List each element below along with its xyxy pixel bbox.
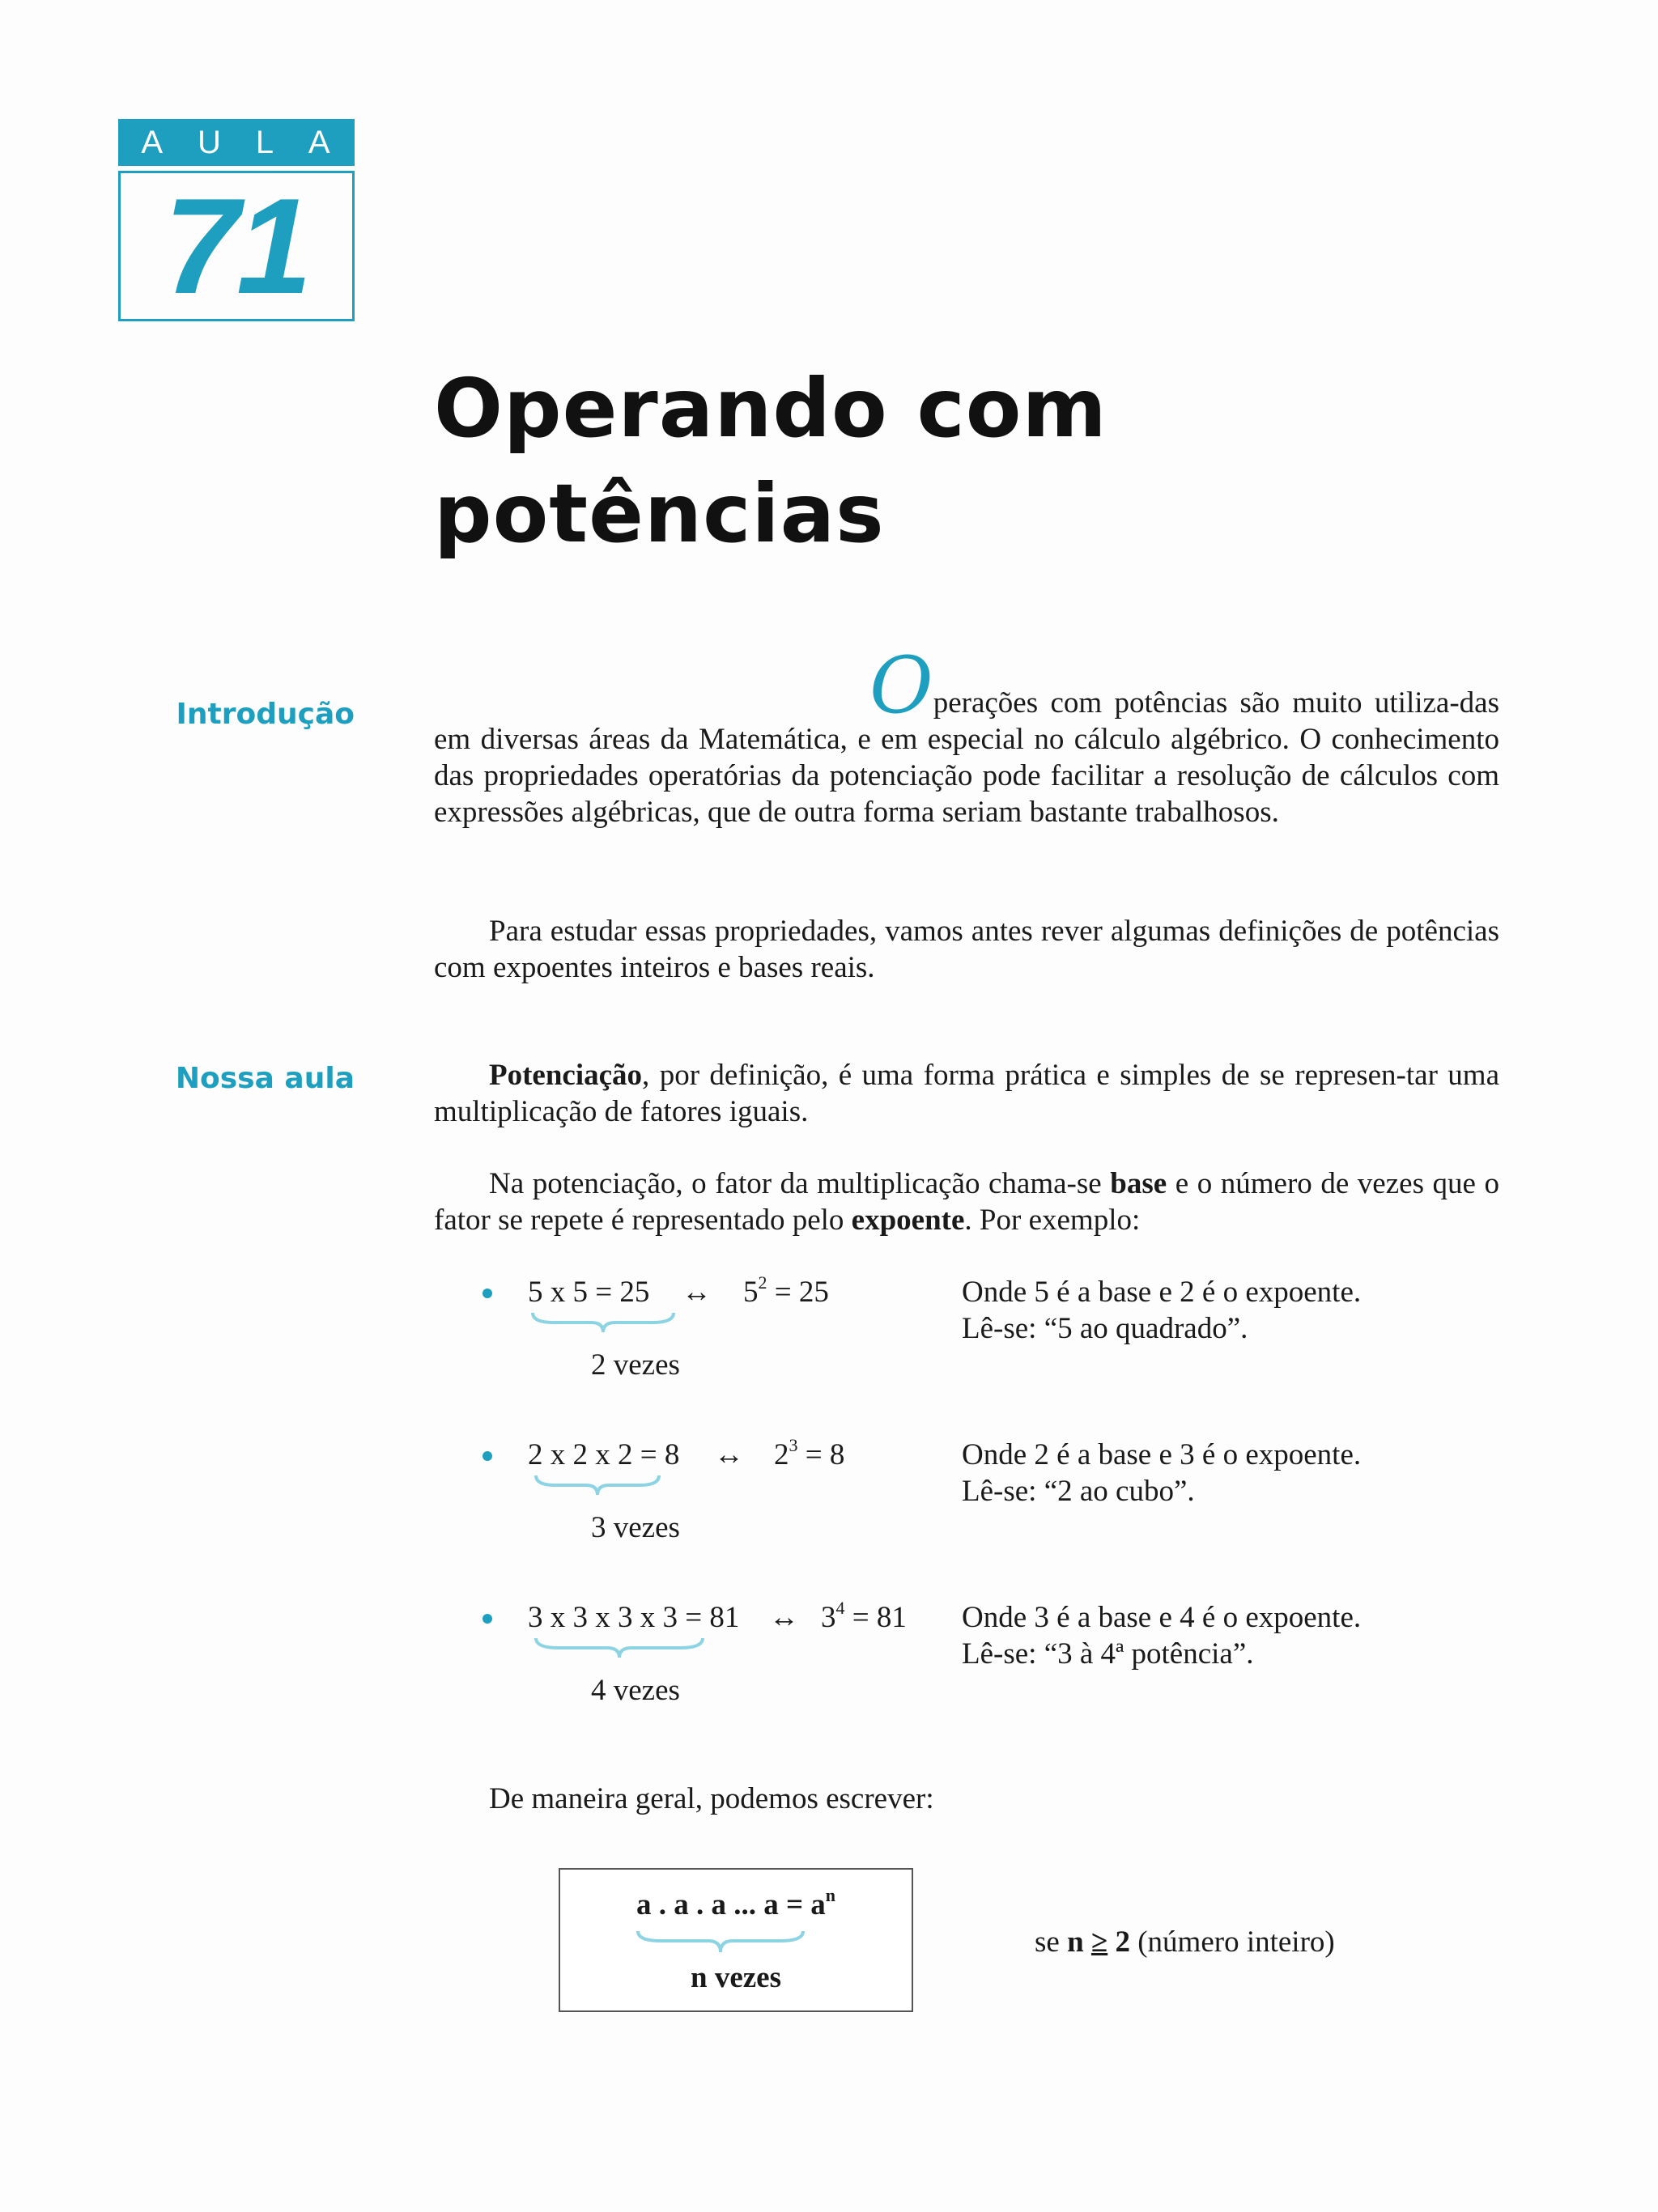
bullet-icon	[483, 1614, 492, 1624]
example-note-line-2: Lê-se: “3 à 4ª potência”.	[962, 1637, 1254, 1671]
condition-variable: n	[1067, 1925, 1091, 1959]
section-label-nossa-aula: Nossa aula	[175, 1062, 355, 1095]
title-line-1: Operando com	[434, 361, 1107, 456]
aula-letter: L	[255, 124, 275, 160]
intro-paragraph-1-text: perações com potências são muito utiliza-das em diversas áreas da Matemática, e em especial no cálculo algébrico. O conhecimento das propriedades operatórias da potenciação pode facilitar a resolução de cálculos com expressões algébricas, que de outra forma seriam bastante trabalhosos.	[434, 686, 1499, 829]
aula-banner	[118, 119, 355, 166]
power-exponent: 3	[789, 1435, 798, 1455]
example-expression: 5 x 5 = 25	[528, 1276, 650, 1309]
power-base: 2	[774, 1438, 789, 1471]
example-note-line-1: Onde 2 é a base e 3 é o expoente.	[962, 1438, 1362, 1471]
power-base: 3	[821, 1601, 836, 1634]
general-intro: De maneira geral, podemos escrever:	[489, 1782, 934, 1815]
power-result: = 25	[767, 1276, 829, 1309]
intro-paragraph-2: Para estudar essas propriedades, vamos antes rever algumas definições de potências com expoentes inteiros e bases reais.	[434, 915, 1499, 984]
aula-letter: A	[141, 124, 165, 160]
formula-product: a . a . a ... a = a	[636, 1888, 826, 1921]
equivalence-arrow-icon: ↔	[769, 1601, 799, 1634]
condition-text: (número inteiro)	[1129, 1925, 1335, 1959]
example-note-line-1: Onde 3 é a base e 4 é o expoente.	[962, 1601, 1362, 1634]
example-note-line-1: Onde 5 é a base e 2 é o expoente.	[962, 1276, 1362, 1309]
term-potenciacao: Potenciação	[489, 1059, 643, 1092]
example-note	[962, 1599, 1361, 1672]
example-expression: 3 x 3 x 3 x 3 = 81	[528, 1601, 740, 1634]
repetition-count: 2 vezes	[591, 1348, 680, 1382]
example-note	[962, 1437, 1361, 1509]
term-base: base	[1110, 1167, 1167, 1200]
aula-paragraph-1	[434, 1057, 1499, 1130]
bullet-icon	[483, 1289, 492, 1298]
equivalence-arrow-icon: ↔	[714, 1438, 744, 1471]
power-exponent: 2	[758, 1272, 767, 1293]
formula-exponent: n	[825, 1885, 836, 1905]
power-result: = 8	[797, 1438, 845, 1471]
formula-condition	[1035, 1925, 1335, 1959]
repetition-count: 3 vezes	[591, 1511, 680, 1544]
condition-symbol: ≥	[1090, 1925, 1108, 1959]
aula-paragraph-1-text: , por definição, é uma forma prática e simples de se represen-tar uma multiplicação de fatores iguais.	[434, 1059, 1499, 1128]
underbrace-icon	[533, 1635, 706, 1661]
general-formula-box	[559, 1868, 913, 2012]
aula-letter: A	[308, 124, 332, 160]
power-result: = 81	[844, 1601, 907, 1634]
bullet-icon	[483, 1451, 492, 1461]
intro-paragraph-1	[434, 640, 1499, 830]
condition-text: se	[1035, 1925, 1068, 1959]
drop-cap: O	[869, 640, 933, 731]
page-title	[434, 356, 1486, 567]
repetition-count: 4 vezes	[591, 1674, 680, 1707]
example-note-line-2: Lê-se: “5 ao quadrado”.	[962, 1312, 1248, 1345]
lesson-number-box	[118, 171, 355, 321]
lesson-number: 71	[164, 170, 309, 322]
underbrace-icon	[635, 1928, 806, 1955]
equivalence-arrow-icon: ↔	[682, 1276, 712, 1309]
underbrace-icon	[529, 1310, 677, 1335]
aula-paragraph-2-part: Na potenciação, o fator da multiplicação chama-se	[489, 1167, 1111, 1200]
term-expoente: expoente	[851, 1204, 965, 1237]
formula-repetition: n vezes	[691, 1961, 781, 1994]
aula-paragraph-2-part: . Por exemplo:	[964, 1204, 1141, 1237]
aula-letter: U	[197, 124, 223, 160]
example-expression: 2 x 2 x 2 = 8	[528, 1438, 680, 1471]
example-power	[743, 1274, 829, 1310]
power-base: 5	[743, 1276, 759, 1309]
title-line-2: potências	[434, 466, 885, 561]
power-exponent: 4	[835, 1598, 845, 1618]
example-power	[774, 1437, 844, 1473]
general-formula	[560, 1887, 912, 1922]
example-power	[821, 1599, 907, 1636]
section-label-introducao: Introdução	[176, 698, 355, 731]
example-note-line-2: Lê-se: “2 ao cubo”.	[962, 1475, 1195, 1508]
example-note	[962, 1274, 1361, 1347]
condition-value: 2	[1107, 1925, 1130, 1959]
underbrace-icon	[533, 1472, 662, 1498]
aula-paragraph-2-part: e o número de vezes que o fator se repete é representado pelo	[434, 1167, 1499, 1237]
aula-paragraph-2	[434, 1165, 1499, 1238]
